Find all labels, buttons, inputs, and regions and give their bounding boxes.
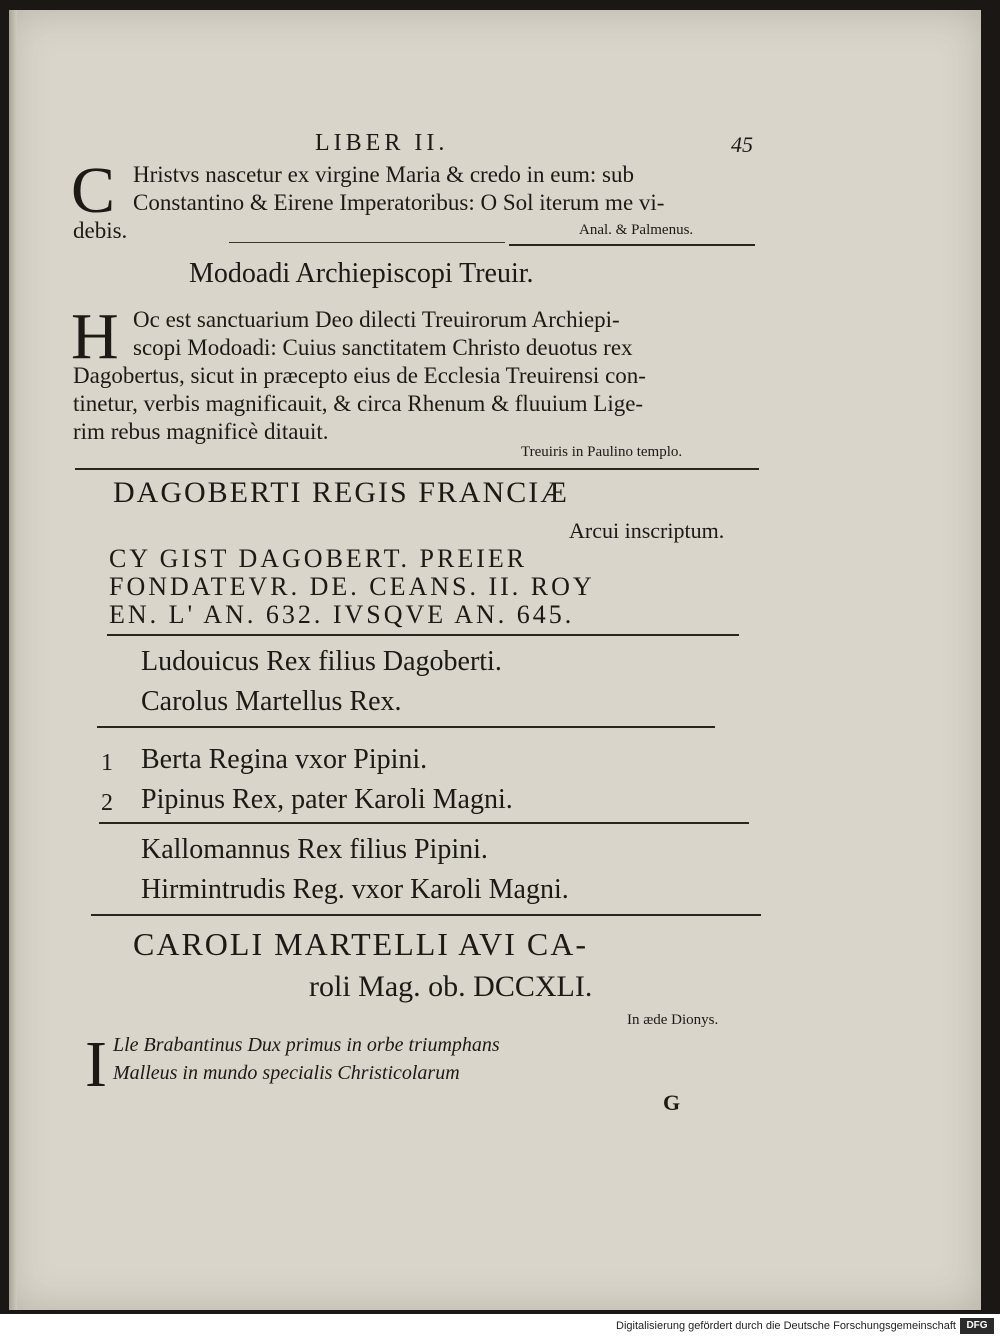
entry4-title-2: roli Mag. ob. DCCXLI.	[309, 970, 593, 1003]
entry4-line-2: Malleus in mundo specialis Christicolarum	[113, 1062, 460, 1084]
group2-num-2: 2	[101, 790, 113, 816]
divider	[107, 634, 739, 636]
page-number: 45	[731, 132, 753, 157]
entry3-line-1: CY GIST DAGOBERT. PREIER	[109, 544, 528, 573]
entry4-source: In æde Dionys.	[627, 1012, 719, 1028]
entry1-line-2: Constantino & Eirene Imperatoribus: O Sol iterum me vi-	[133, 190, 665, 215]
divider	[91, 914, 761, 916]
group3-line-2: Hirmintrudis Reg. vxor Karoli Magni.	[141, 874, 569, 905]
entry1-line-1: Hristvs nascetur ex virgine Maria & credo in eum: sub	[133, 162, 634, 187]
entry2-line-4: tinetur, verbis magnificauit, & circa Rhenum & fluuium Lige-	[73, 391, 644, 416]
divider	[99, 822, 749, 824]
book-page	[9, 10, 981, 1310]
running-title: LIBER II.	[315, 130, 449, 156]
entry2-line-5: rim rebus magnificè ditauit.	[73, 419, 329, 444]
divider	[97, 726, 715, 728]
entry3-title: DAGOBERTI REGIS FRANCIÆ	[113, 476, 569, 509]
group2-text-1: Berta Regina vxor Pipini.	[141, 744, 428, 775]
entry1-line-3: debis.	[73, 218, 128, 243]
entry4-title-1: CAROLI MARTELLI AVI CA-	[133, 926, 589, 962]
group2-text-2: Pipinus Rex, pater Karoli Magni.	[141, 784, 513, 815]
group1-line-2: Carolus Martellus Rex.	[141, 686, 402, 717]
entry2-source: Treuiris in Paulino templo.	[521, 444, 683, 460]
entry2-title: Modoadi Archiepiscopi Treuir.	[189, 258, 534, 289]
group2-num-1: 1	[101, 750, 113, 776]
entry1-source: Anal. & Palmenus.	[579, 222, 694, 238]
dropcap-h: H	[71, 300, 119, 373]
group3-line-1: Kallomannus Rex filius Pipini.	[141, 834, 488, 865]
entry3-line-2: FONDATEVR. DE. CEANS. II. ROY	[109, 572, 595, 601]
page-edge	[9, 10, 17, 1310]
dropcap-i: I	[85, 1028, 107, 1101]
entry2-line-1: Oc est sanctuarium Deo dilecti Treuirorum Archiepi-	[133, 307, 620, 332]
group1-line-1: Ludouicus Rex filius Dagoberti.	[141, 646, 502, 677]
entry3-line-3: EN. L' AN. 632. IVSQVE AN. 645.	[109, 600, 575, 629]
footer-credit: Digitalisierung gefördert durch die Deutsche Forschungsgemeinschaft	[616, 1320, 956, 1332]
signature-mark: G	[663, 1090, 681, 1115]
footer-bar	[0, 1314, 1000, 1340]
entry2-line-2: scopi Modoadi: Cuius sanctitatem Christo deuotus rex	[133, 335, 633, 360]
entry3-subtitle: Arcui inscriptum.	[569, 518, 725, 543]
divider	[75, 468, 759, 470]
dropcap-c: C	[71, 154, 116, 227]
dfg-logo-icon: DFG	[960, 1318, 994, 1334]
divider	[509, 244, 755, 246]
entry4-line-1: Lle Brabantinus Dux primus in orbe triumphans	[113, 1034, 500, 1056]
divider	[229, 242, 505, 243]
entry2-line-3: Dagobertus, sicut in præcepto eius de Ecclesia Treuirensi con-	[73, 363, 646, 388]
